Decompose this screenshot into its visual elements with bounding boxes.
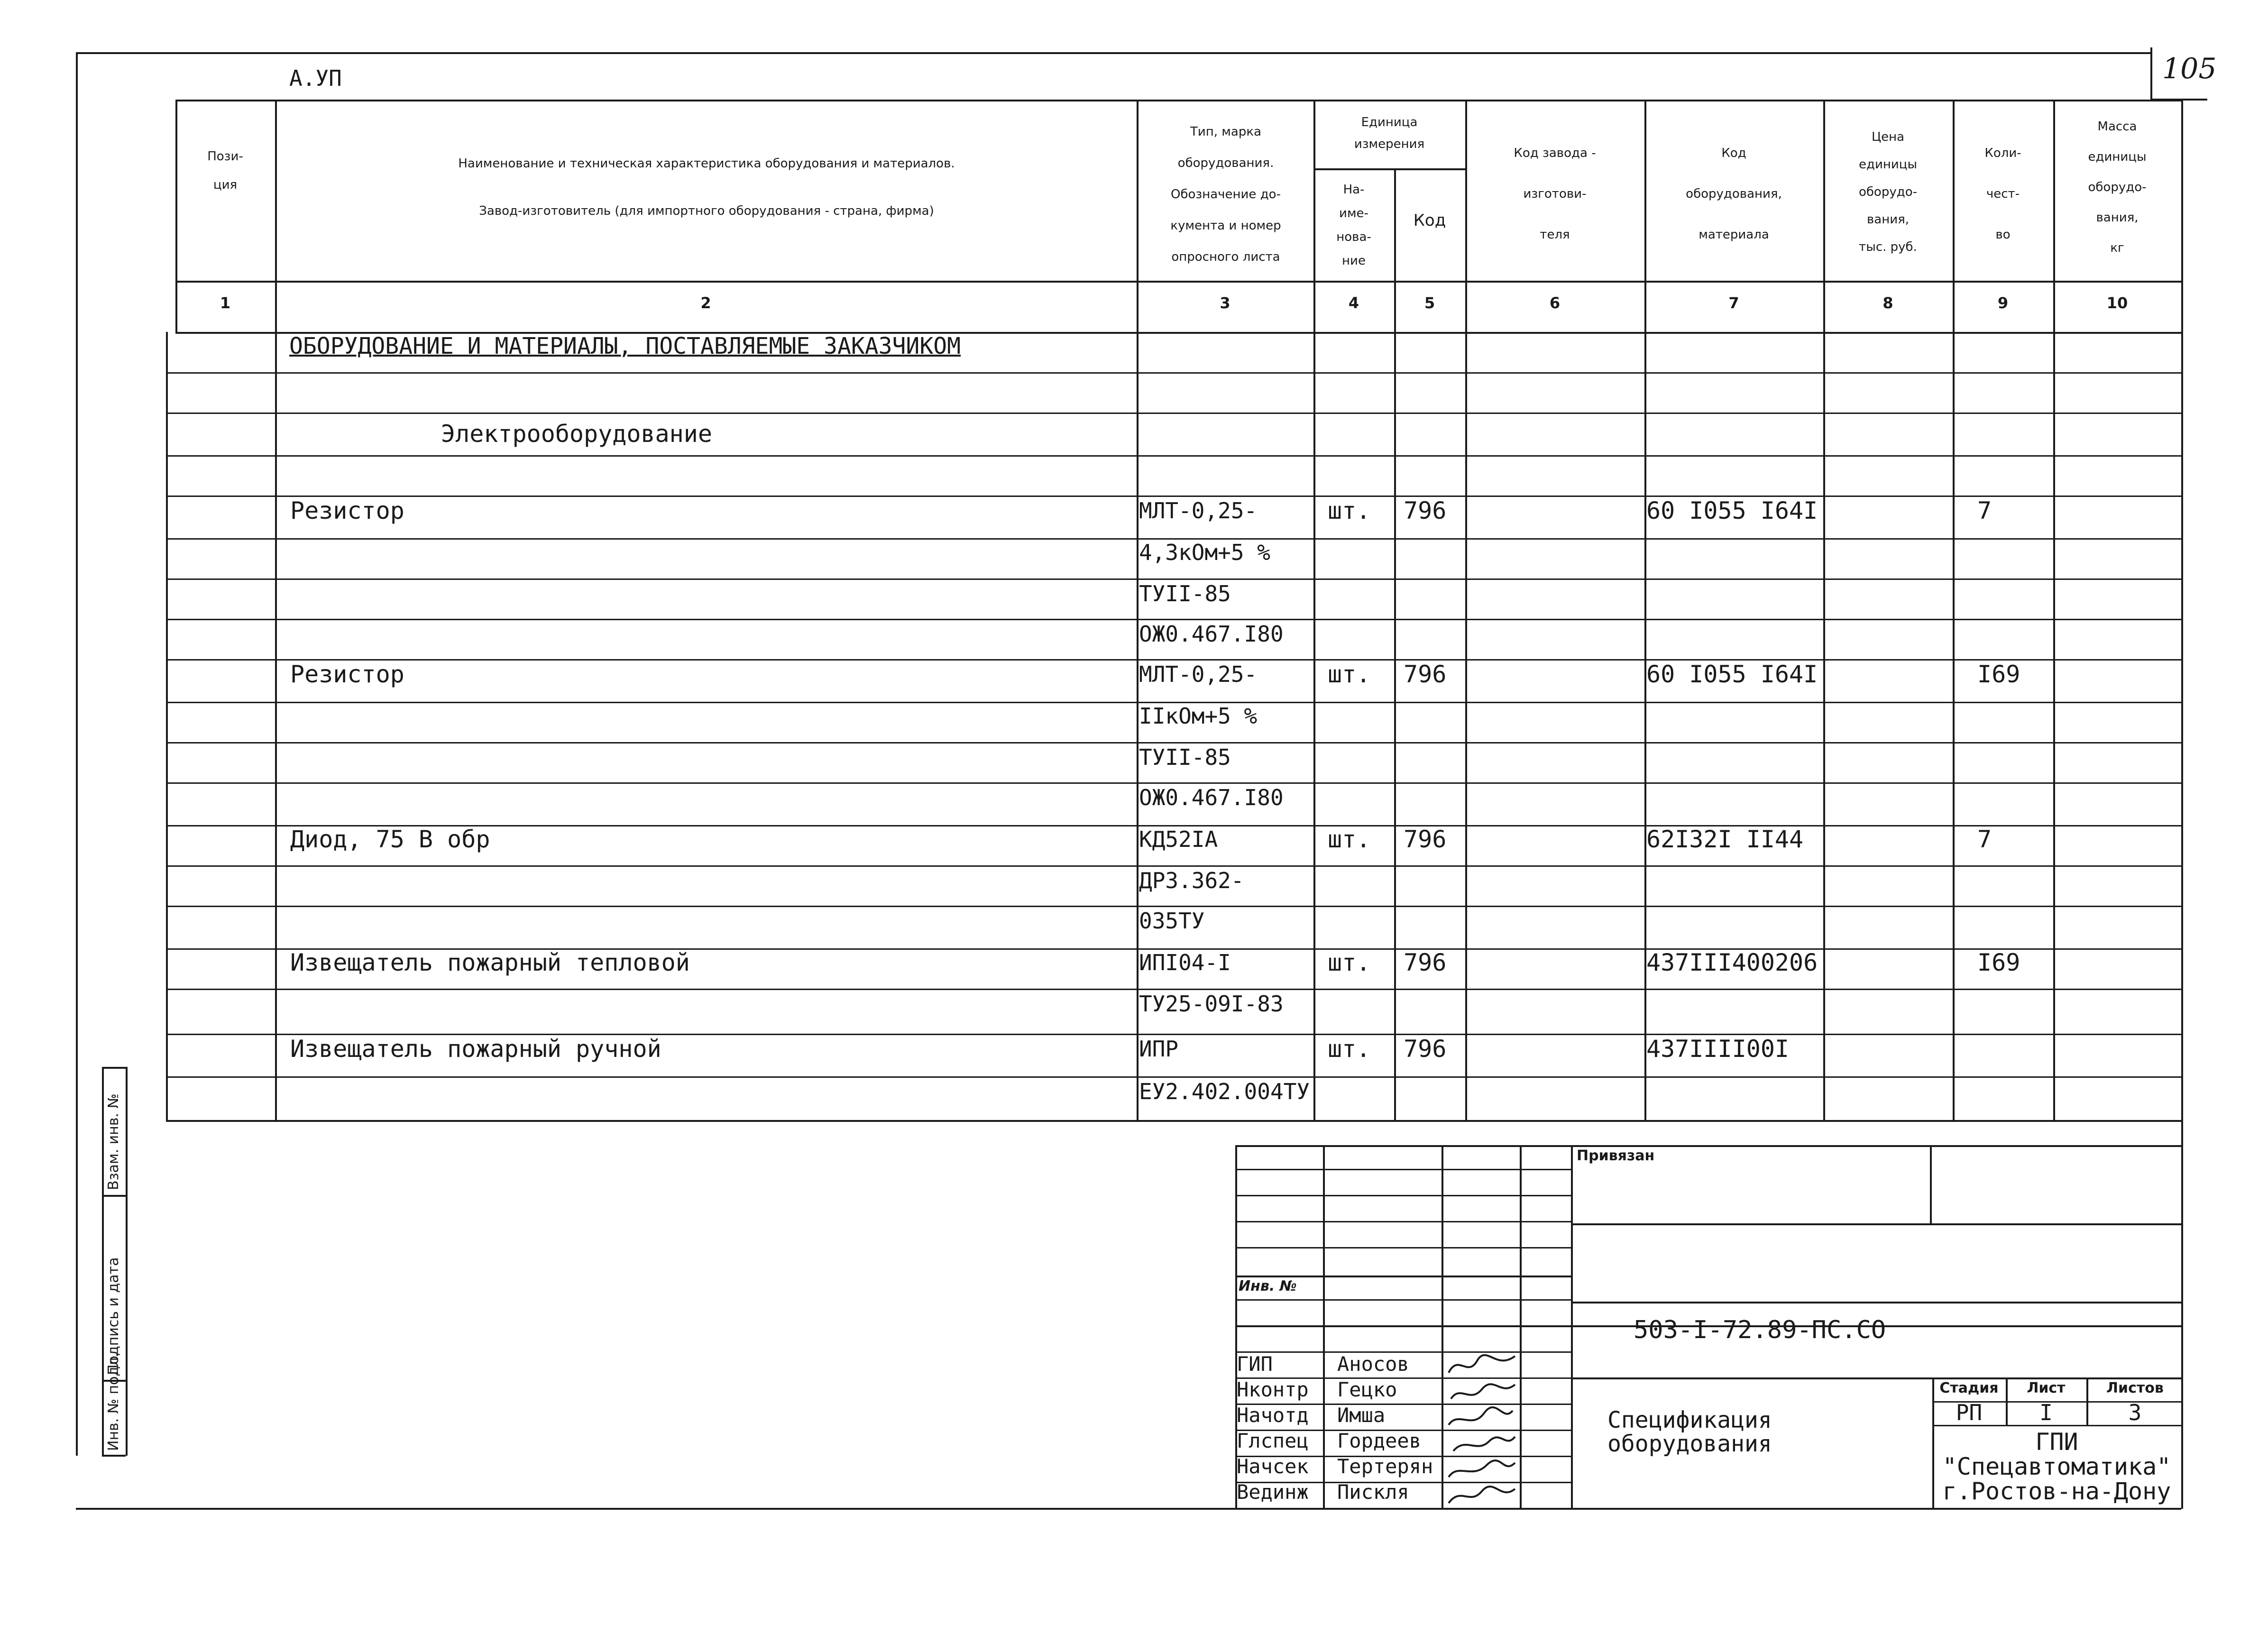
- col2-header-line2: Завод-изготовитель (для импортного оборудования - страна, фирма): [479, 204, 934, 218]
- item-type: ТУII-85: [1139, 744, 1231, 770]
- item-qty: I69: [1977, 949, 2020, 976]
- role-label: Начотд: [1237, 1404, 1309, 1427]
- person-name: Аносов: [1337, 1352, 1409, 1376]
- col-number: 8: [1882, 294, 1893, 312]
- col-number: 6: [1549, 294, 1561, 312]
- item-qty: I69: [1977, 661, 2020, 688]
- item-name: Резистор: [290, 497, 404, 524]
- item-type: 035ТУ: [1139, 908, 1205, 934]
- sheets-value: 3: [2128, 1400, 2142, 1425]
- item-type: ОЖ0.467.I80: [1139, 621, 1284, 647]
- page-code: А.УП: [289, 65, 342, 91]
- sheet-value: I: [2039, 1400, 2053, 1425]
- col-number: 4: [1348, 294, 1359, 312]
- person-name: Гордеев: [1337, 1429, 1422, 1452]
- org-line2: "Спецавтоматика": [1942, 1453, 2171, 1480]
- item-unit: шт.: [1328, 497, 1371, 524]
- item-type: МЛТ-0,25-: [1139, 661, 1258, 687]
- col6-header: Код завода - изготови- теля: [1514, 146, 1596, 242]
- col-number: 9: [1997, 294, 2009, 312]
- col-number: 3: [1220, 294, 1230, 312]
- frame-left: [76, 52, 78, 1456]
- item-type: МЛТ-0,25-: [1139, 498, 1258, 523]
- col1-header: Пози- ция: [207, 149, 243, 192]
- item-name: Резистор: [290, 661, 404, 688]
- item-type: ТУII-85: [1139, 581, 1231, 606]
- item-unit-code: 796: [1404, 949, 1447, 976]
- item-type: ОЖ0.467.I80: [1139, 785, 1284, 810]
- page-mark: 105: [2162, 52, 2217, 85]
- person-name: Имша: [1337, 1404, 1386, 1427]
- row-divider: [166, 455, 2181, 457]
- signature-glspec: [1453, 1437, 1515, 1451]
- doc-code: 503-I-72.89-ПС.СО: [1634, 1316, 1886, 1344]
- section-title: ОБОРУДОВАНИЕ И МАТЕРИАЛЫ, ПОСТАВЛЯЕМЫЕ ЗАКАЗЧИКОМ: [289, 333, 961, 359]
- col-number: 5: [1424, 294, 1435, 312]
- subsection-title: Электрооборудование: [441, 420, 712, 448]
- frame-top: [76, 52, 2150, 54]
- role-label: Глспец: [1237, 1429, 1309, 1452]
- unit-group-header: Единица измерения: [1354, 115, 1425, 151]
- item-unit: шт.: [1328, 1035, 1371, 1063]
- sheet-label: Лист: [2027, 1380, 2066, 1396]
- stage-value: РП: [1956, 1400, 1983, 1425]
- side-label: Подпись и дата: [105, 1257, 122, 1375]
- item-type: ТУ25-09I-83: [1139, 991, 1284, 1017]
- stage-label: Стадия: [1939, 1380, 1999, 1396]
- item-equip-code: 60 I055 I64I: [1646, 661, 1818, 688]
- item-unit: шт.: [1328, 661, 1371, 688]
- item-type: ЕУ2.402.004ТУ: [1139, 1079, 1310, 1104]
- col7-header: Код оборудования, материала: [1686, 146, 1782, 242]
- person-name: Пискля: [1337, 1480, 1409, 1504]
- row-divider: [166, 372, 2181, 374]
- item-equip-code: 437IIII00I: [1646, 1035, 1790, 1063]
- item-type: КД52IА: [1139, 826, 1218, 852]
- item-type: IIкОм+5 %: [1139, 703, 1258, 729]
- side-label: Инв. № подл.: [105, 1353, 122, 1451]
- role-label: Начсек: [1237, 1455, 1309, 1478]
- signature-nachotd: [1449, 1407, 1513, 1425]
- col4-header: На- име- нова- ние: [1336, 183, 1371, 268]
- item-equip-code: 62I32I II44: [1646, 826, 1804, 853]
- document-title: Спецификация оборудования: [1607, 1407, 1772, 1457]
- item-name: Извещатель пожарный ручной: [290, 1035, 661, 1063]
- col-number: 2: [700, 294, 711, 312]
- signature-gip: [1449, 1355, 1515, 1373]
- signature-nachsek: [1449, 1460, 1515, 1477]
- item-unit: шт.: [1328, 949, 1371, 976]
- role-label: Вединж: [1237, 1480, 1309, 1504]
- item-name: Извещатель пожарный тепловой: [290, 949, 690, 976]
- sheets-label: Листов: [2106, 1380, 2164, 1396]
- item-unit-code: 796: [1404, 1035, 1447, 1063]
- signature-vedinzh: [1449, 1487, 1515, 1503]
- col10-header: Масса единицы оборудо- вания, кг: [2088, 119, 2147, 255]
- org-line1: ГПИ: [2035, 1428, 2078, 1456]
- col-number: 1: [220, 294, 231, 312]
- item-equip-code: 60 I055 I64I: [1646, 497, 1818, 524]
- row-divider: [166, 413, 2181, 414]
- item-type: ИПI04-I: [1139, 950, 1231, 975]
- role-label: Нконтр: [1237, 1378, 1309, 1401]
- item-type: 4,3кОм+5 %: [1139, 540, 1270, 565]
- col-number: 7: [1728, 294, 1739, 312]
- person-name: Гецко: [1337, 1378, 1397, 1401]
- col9-header: Коли- чест- во: [1984, 146, 2021, 242]
- item-qty: 7: [1977, 826, 1992, 853]
- privyazan-label: Привязан: [1577, 1147, 1655, 1164]
- item-equip-code: 437III400206: [1646, 949, 1818, 976]
- signature-nkontr: [1451, 1384, 1515, 1399]
- item-unit-code: 796: [1404, 497, 1447, 524]
- col5-header: Код: [1413, 211, 1446, 230]
- person-name: Тертерян: [1337, 1455, 1433, 1478]
- role-label: ГИП: [1237, 1352, 1273, 1376]
- col8-header: Цена единицы оборудо- вания, тыс. руб.: [1858, 130, 1917, 254]
- col3-header: Тип, марка оборудования. Обозначение до- кумента и номер опросного листа: [1170, 125, 1281, 264]
- signatures: [1444, 1351, 1520, 1508]
- side-label: Взам. инв. №: [105, 1093, 122, 1190]
- col2-header-line1: Наименование и техническая характеристика оборудования и материалов.: [458, 156, 955, 171]
- item-unit-code: 796: [1404, 661, 1447, 688]
- item-qty: 7: [1977, 497, 1992, 524]
- item-type: ИПР: [1139, 1036, 1179, 1062]
- org-line3: г.Ростов-на-Дону: [1942, 1478, 2171, 1505]
- col-number: 10: [2106, 294, 2128, 312]
- item-name: Диод, 75 В обр: [290, 826, 490, 853]
- item-unit: шт.: [1328, 826, 1371, 853]
- inv-no-label: Инв. №: [1239, 1278, 1297, 1294]
- item-unit-code: 796: [1404, 826, 1447, 853]
- item-type: ДР3.362-: [1139, 868, 1244, 893]
